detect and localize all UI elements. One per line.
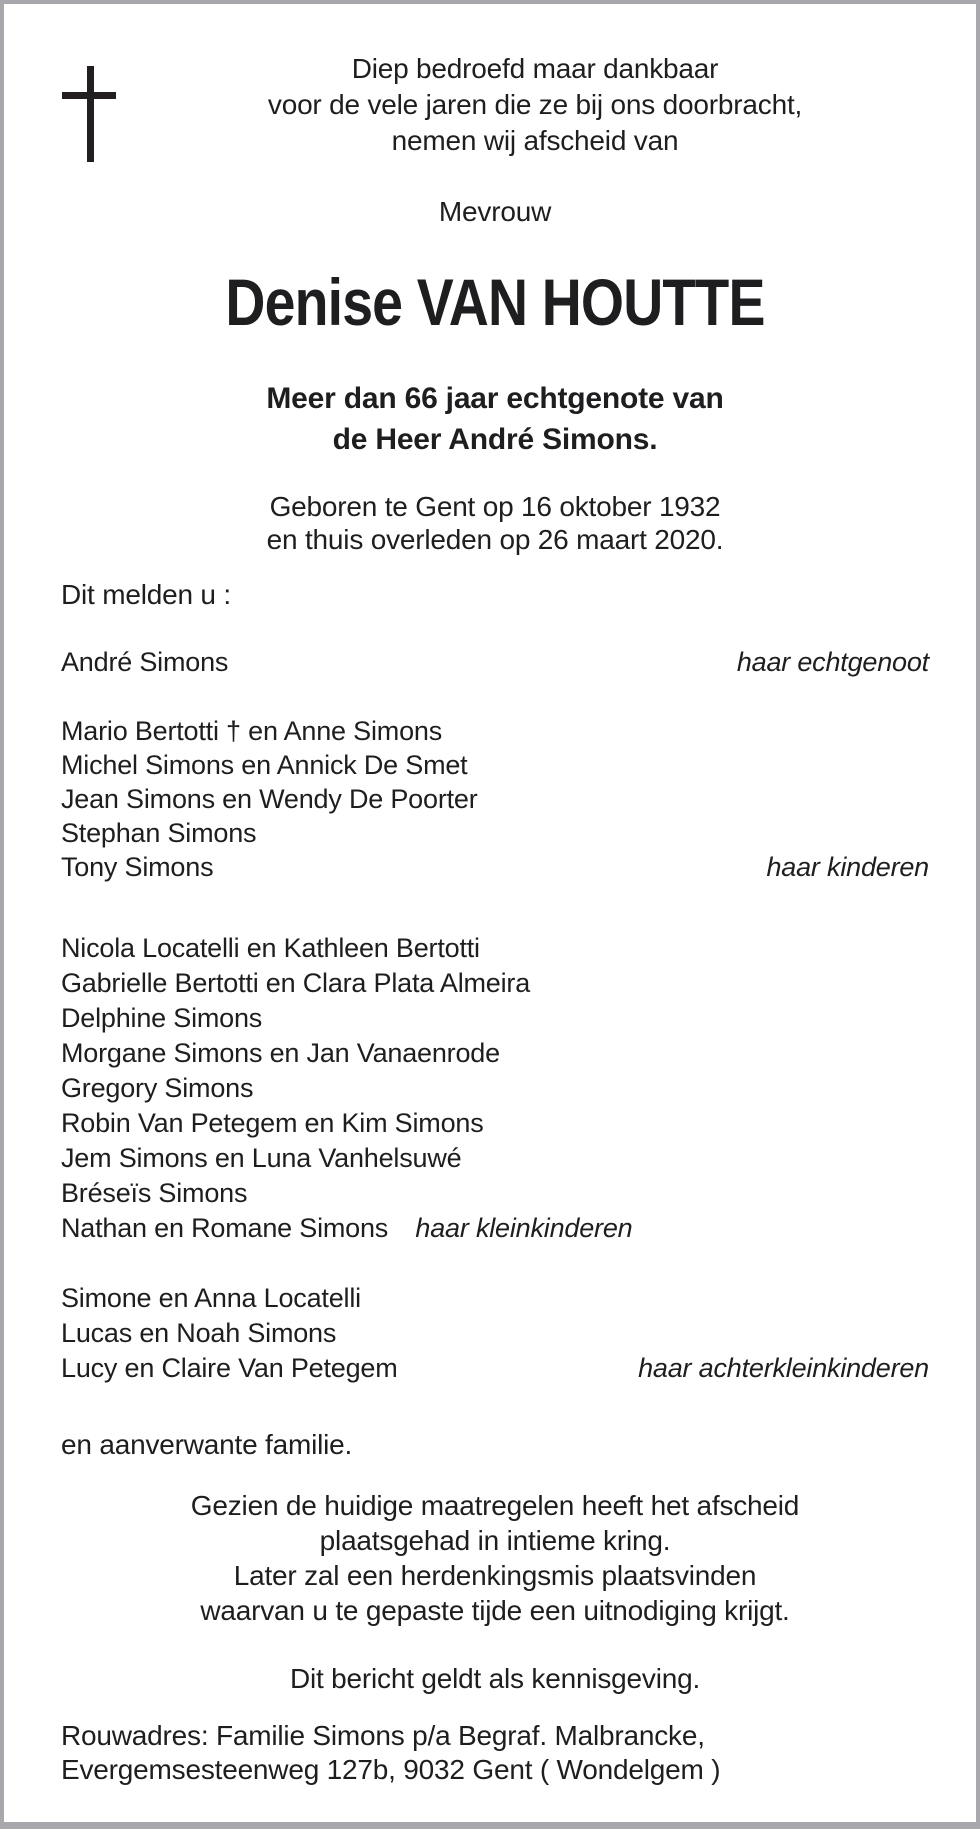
spouse-row bbox=[61, 645, 929, 679]
intro-message bbox=[141, 51, 929, 159]
relation-title-line: Meer dan 66 jaar echtgenote van bbox=[266, 382, 724, 415]
mourning-address-line: Rouwadres: Familie Simons p/a Begraf. Malbrancke, bbox=[61, 1720, 705, 1751]
announcement-lead: Dit melden u : bbox=[61, 579, 231, 610]
list-item: Jem Simons en Luna Vanhelsuwé bbox=[61, 1143, 462, 1173]
children-relation-label: haar kinderen bbox=[766, 852, 929, 882]
list-item: Michel Simons en Annick De Smet bbox=[61, 750, 468, 780]
cross-vertical-bar bbox=[87, 66, 94, 162]
relation-title-line: de Heer André Simons. bbox=[332, 423, 658, 456]
mourning-address-line: Evergemsesteenweg 127b, 9032 Gent ( Wondelgem ) bbox=[61, 1754, 721, 1785]
salutation: Mevrouw bbox=[438, 196, 552, 227]
intro-line: voor de vele jaren die ze bij ons doorbracht, bbox=[267, 89, 803, 120]
latin-cross-icon bbox=[62, 66, 116, 162]
ceremony-line: Gezien de huidige maatregelen heeft het afscheid bbox=[190, 1490, 800, 1521]
ceremony-line: waarvan u te gepaste tijde een uitnodiging krijgt. bbox=[200, 1595, 790, 1626]
ceremony-line: plaatsgehad in intieme kring. bbox=[319, 1525, 671, 1556]
list-item-with-label bbox=[61, 1351, 929, 1386]
birth-line: Geboren te Gent op 16 oktober 1932 bbox=[269, 491, 721, 522]
family-note: en aanverwante familie. bbox=[61, 1429, 353, 1460]
list-item: Lucy en Claire Van Petegem bbox=[61, 1353, 398, 1383]
list-item: Morgane Simons en Jan Vanaenrode bbox=[61, 1038, 500, 1068]
list-item: Stephan Simons bbox=[61, 818, 257, 848]
intro-line: nemen wij afscheid van bbox=[391, 125, 679, 156]
deceased-name: Denise VAN HOUTTE bbox=[225, 265, 765, 339]
intro-line: Diep bedroefd maar dankbaar bbox=[351, 53, 719, 84]
list-item: Nicola Locatelli en Kathleen Bertotti bbox=[61, 933, 480, 963]
ceremony-line: Later zal een herdenkingsmis plaatsvinden bbox=[233, 1560, 757, 1591]
great-grandchildren-list bbox=[61, 1281, 929, 1386]
children-list bbox=[61, 714, 929, 884]
mourning-address bbox=[61, 1719, 929, 1787]
list-item: Gregory Simons bbox=[61, 1073, 254, 1103]
death-line: en thuis overleden op 26 maart 2020. bbox=[266, 524, 724, 555]
list-item: Robin Van Petegem en Kim Simons bbox=[61, 1108, 484, 1138]
ceremony-message bbox=[61, 1488, 929, 1628]
life-dates bbox=[61, 490, 929, 556]
great-grandchildren-relation-label: haar achterkleinkinderen bbox=[638, 1353, 929, 1383]
announcement-content bbox=[4, 51, 976, 1787]
list-item-with-label bbox=[61, 850, 929, 884]
list-item: Simone en Anna Locatelli bbox=[61, 1283, 361, 1313]
list-item-with-label bbox=[61, 1211, 929, 1246]
list-item: Jean Simons en Wendy De Poorter bbox=[61, 784, 478, 814]
cross-horizontal-bar bbox=[62, 92, 116, 99]
list-item: Nathan en Romane Simons bbox=[61, 1213, 389, 1243]
spouse-name: André Simons bbox=[61, 647, 229, 677]
spouse-relation-label: haar echtgenoot bbox=[736, 647, 929, 677]
list-item: Lucas en Noah Simons bbox=[61, 1318, 337, 1348]
list-item: Tony Simons bbox=[61, 852, 214, 882]
grandchildren-list bbox=[61, 931, 929, 1246]
grandchildren-relation-label: haar kleinkinderen bbox=[415, 1213, 633, 1243]
list-item: Bréseïs Simons bbox=[61, 1178, 248, 1208]
list-item: Gabrielle Bertotti en Clara Plata Almeira bbox=[61, 968, 531, 998]
list-item: Delphine Simons bbox=[61, 1003, 263, 1033]
list-item: Mario Bertotti † en Anne Simons bbox=[61, 716, 443, 746]
notification-notice: Dit bericht geldt als kennisgeving. bbox=[289, 1663, 701, 1694]
relation-title bbox=[61, 378, 929, 460]
